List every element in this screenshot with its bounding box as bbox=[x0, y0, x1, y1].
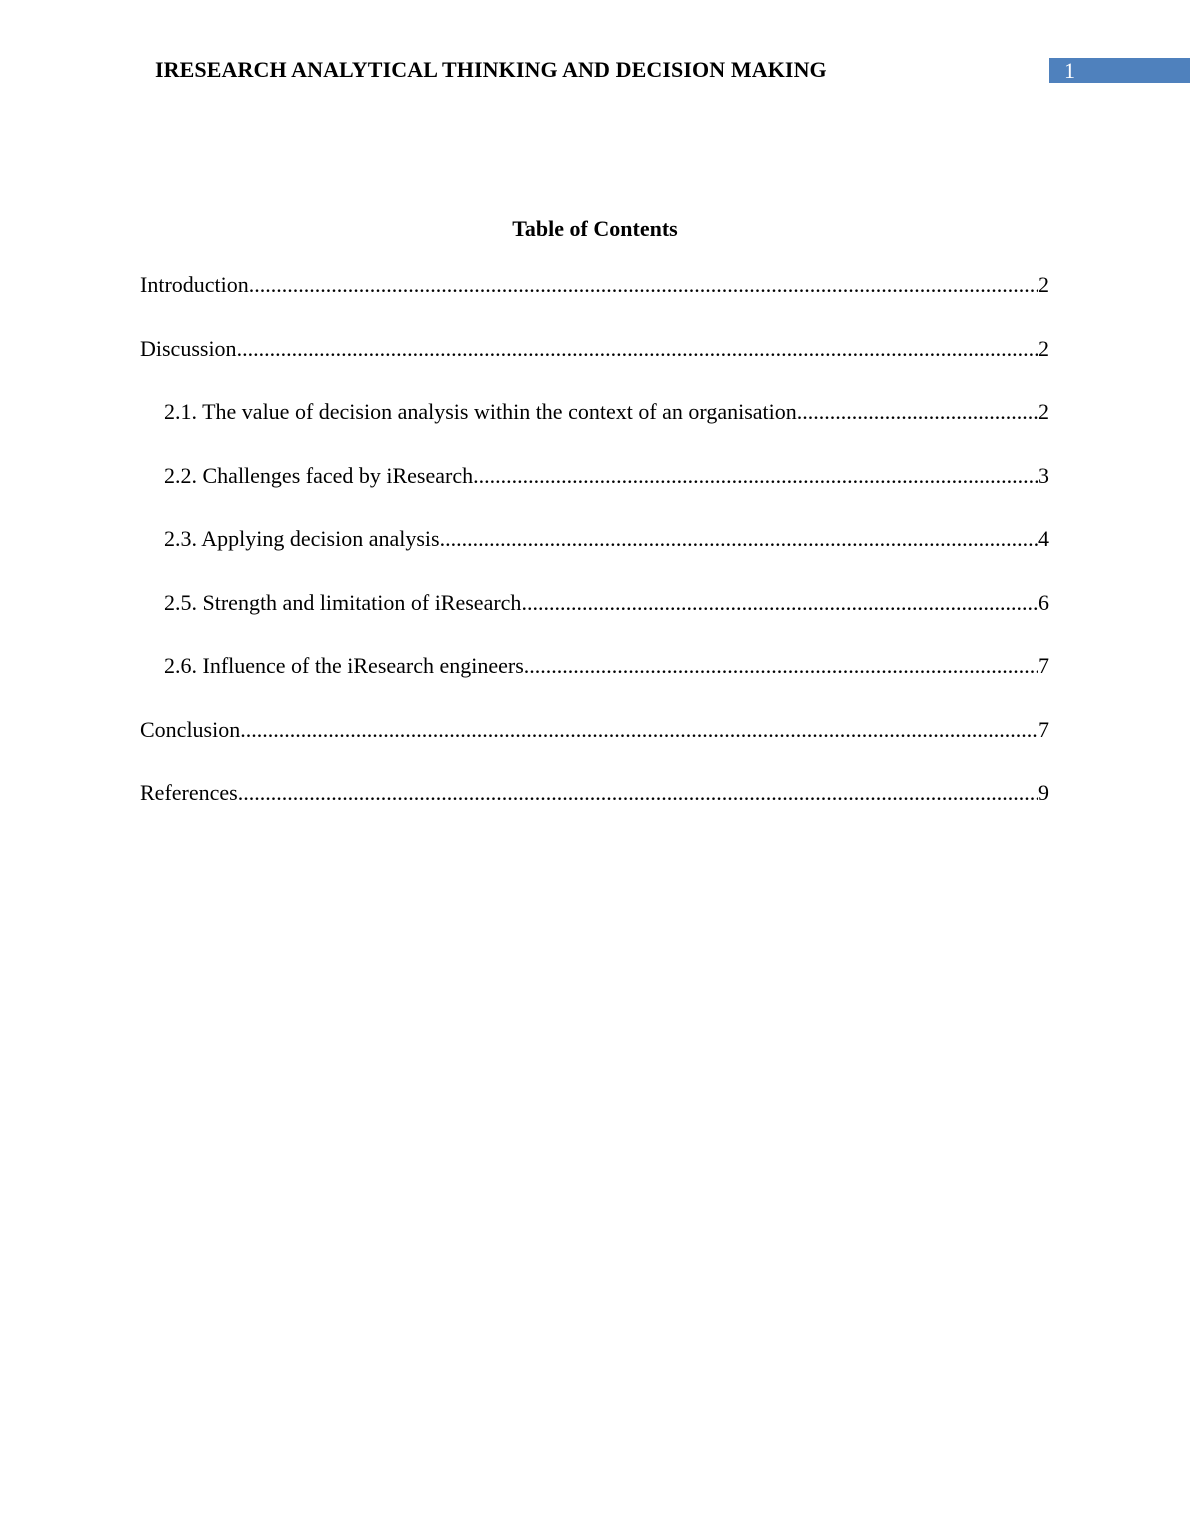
toc-dot-leader bbox=[249, 268, 1038, 302]
page-number-badge: 1 bbox=[1049, 58, 1190, 83]
toc-entry-label: 2.2. Challenges faced by iResearch bbox=[164, 462, 474, 488]
toc-entry-strength-and-limitation[interactable] bbox=[140, 586, 1049, 650]
toc-dot-leader bbox=[237, 332, 1038, 366]
toc-entry-value-of-decision-analysis[interactable] bbox=[140, 395, 1049, 459]
toc-dot-leader bbox=[524, 649, 1038, 683]
toc-entry-label: 2.1. The value of decision analysis within the context of an organisation bbox=[164, 399, 797, 424]
toc-entry-applying-decision-analysis[interactable] bbox=[140, 522, 1049, 586]
toc-entry-label: Conclusion bbox=[140, 716, 241, 742]
toc-entry-challenges[interactable] bbox=[140, 459, 1049, 523]
toc-dot-leader bbox=[521, 586, 1038, 620]
toc-heading: Table of Contents bbox=[512, 216, 678, 241]
toc-entry-introduction[interactable] bbox=[140, 268, 1049, 332]
toc-dot-leader bbox=[240, 713, 1038, 747]
table-of-contents bbox=[140, 268, 1049, 840]
toc-entry-discussion[interactable] bbox=[140, 332, 1049, 396]
toc-entry-label: 2.6. Influence of the iResearch engineers bbox=[164, 653, 524, 678]
toc-entry-page: 4 bbox=[1038, 526, 1049, 551]
toc-entry-page: 6 bbox=[1038, 589, 1049, 615]
toc-entry-label: References bbox=[140, 780, 238, 805]
toc-entry-references[interactable] bbox=[140, 776, 1049, 840]
toc-entry-label: Introduction bbox=[140, 272, 249, 297]
toc-entry-label: 2.5. Strength and limitation of iResearch bbox=[164, 589, 522, 615]
toc-entry-page: 2 bbox=[1038, 272, 1049, 297]
toc-entry-page: 3 bbox=[1038, 462, 1049, 488]
toc-entry-influence-of-engineers[interactable] bbox=[140, 649, 1049, 713]
toc-entry-label: 2.3. Applying decision analysis bbox=[164, 526, 440, 551]
toc-entry-page: 7 bbox=[1038, 716, 1049, 742]
toc-dot-leader bbox=[797, 395, 1038, 429]
toc-entry-page: 9 bbox=[1038, 780, 1049, 805]
running-header-title: IRESEARCH ANALYTICAL THINKING AND DECISION MAKING bbox=[155, 57, 827, 82]
toc-dot-leader bbox=[473, 459, 1038, 493]
toc-dot-leader bbox=[440, 522, 1038, 556]
toc-entry-page: 2 bbox=[1038, 335, 1049, 361]
toc-entry-conclusion[interactable] bbox=[140, 713, 1049, 777]
toc-entry-page: 7 bbox=[1038, 653, 1049, 678]
toc-entry-label: Discussion bbox=[140, 335, 237, 361]
toc-dot-leader bbox=[238, 776, 1038, 810]
toc-entry-page: 2 bbox=[1038, 399, 1049, 424]
